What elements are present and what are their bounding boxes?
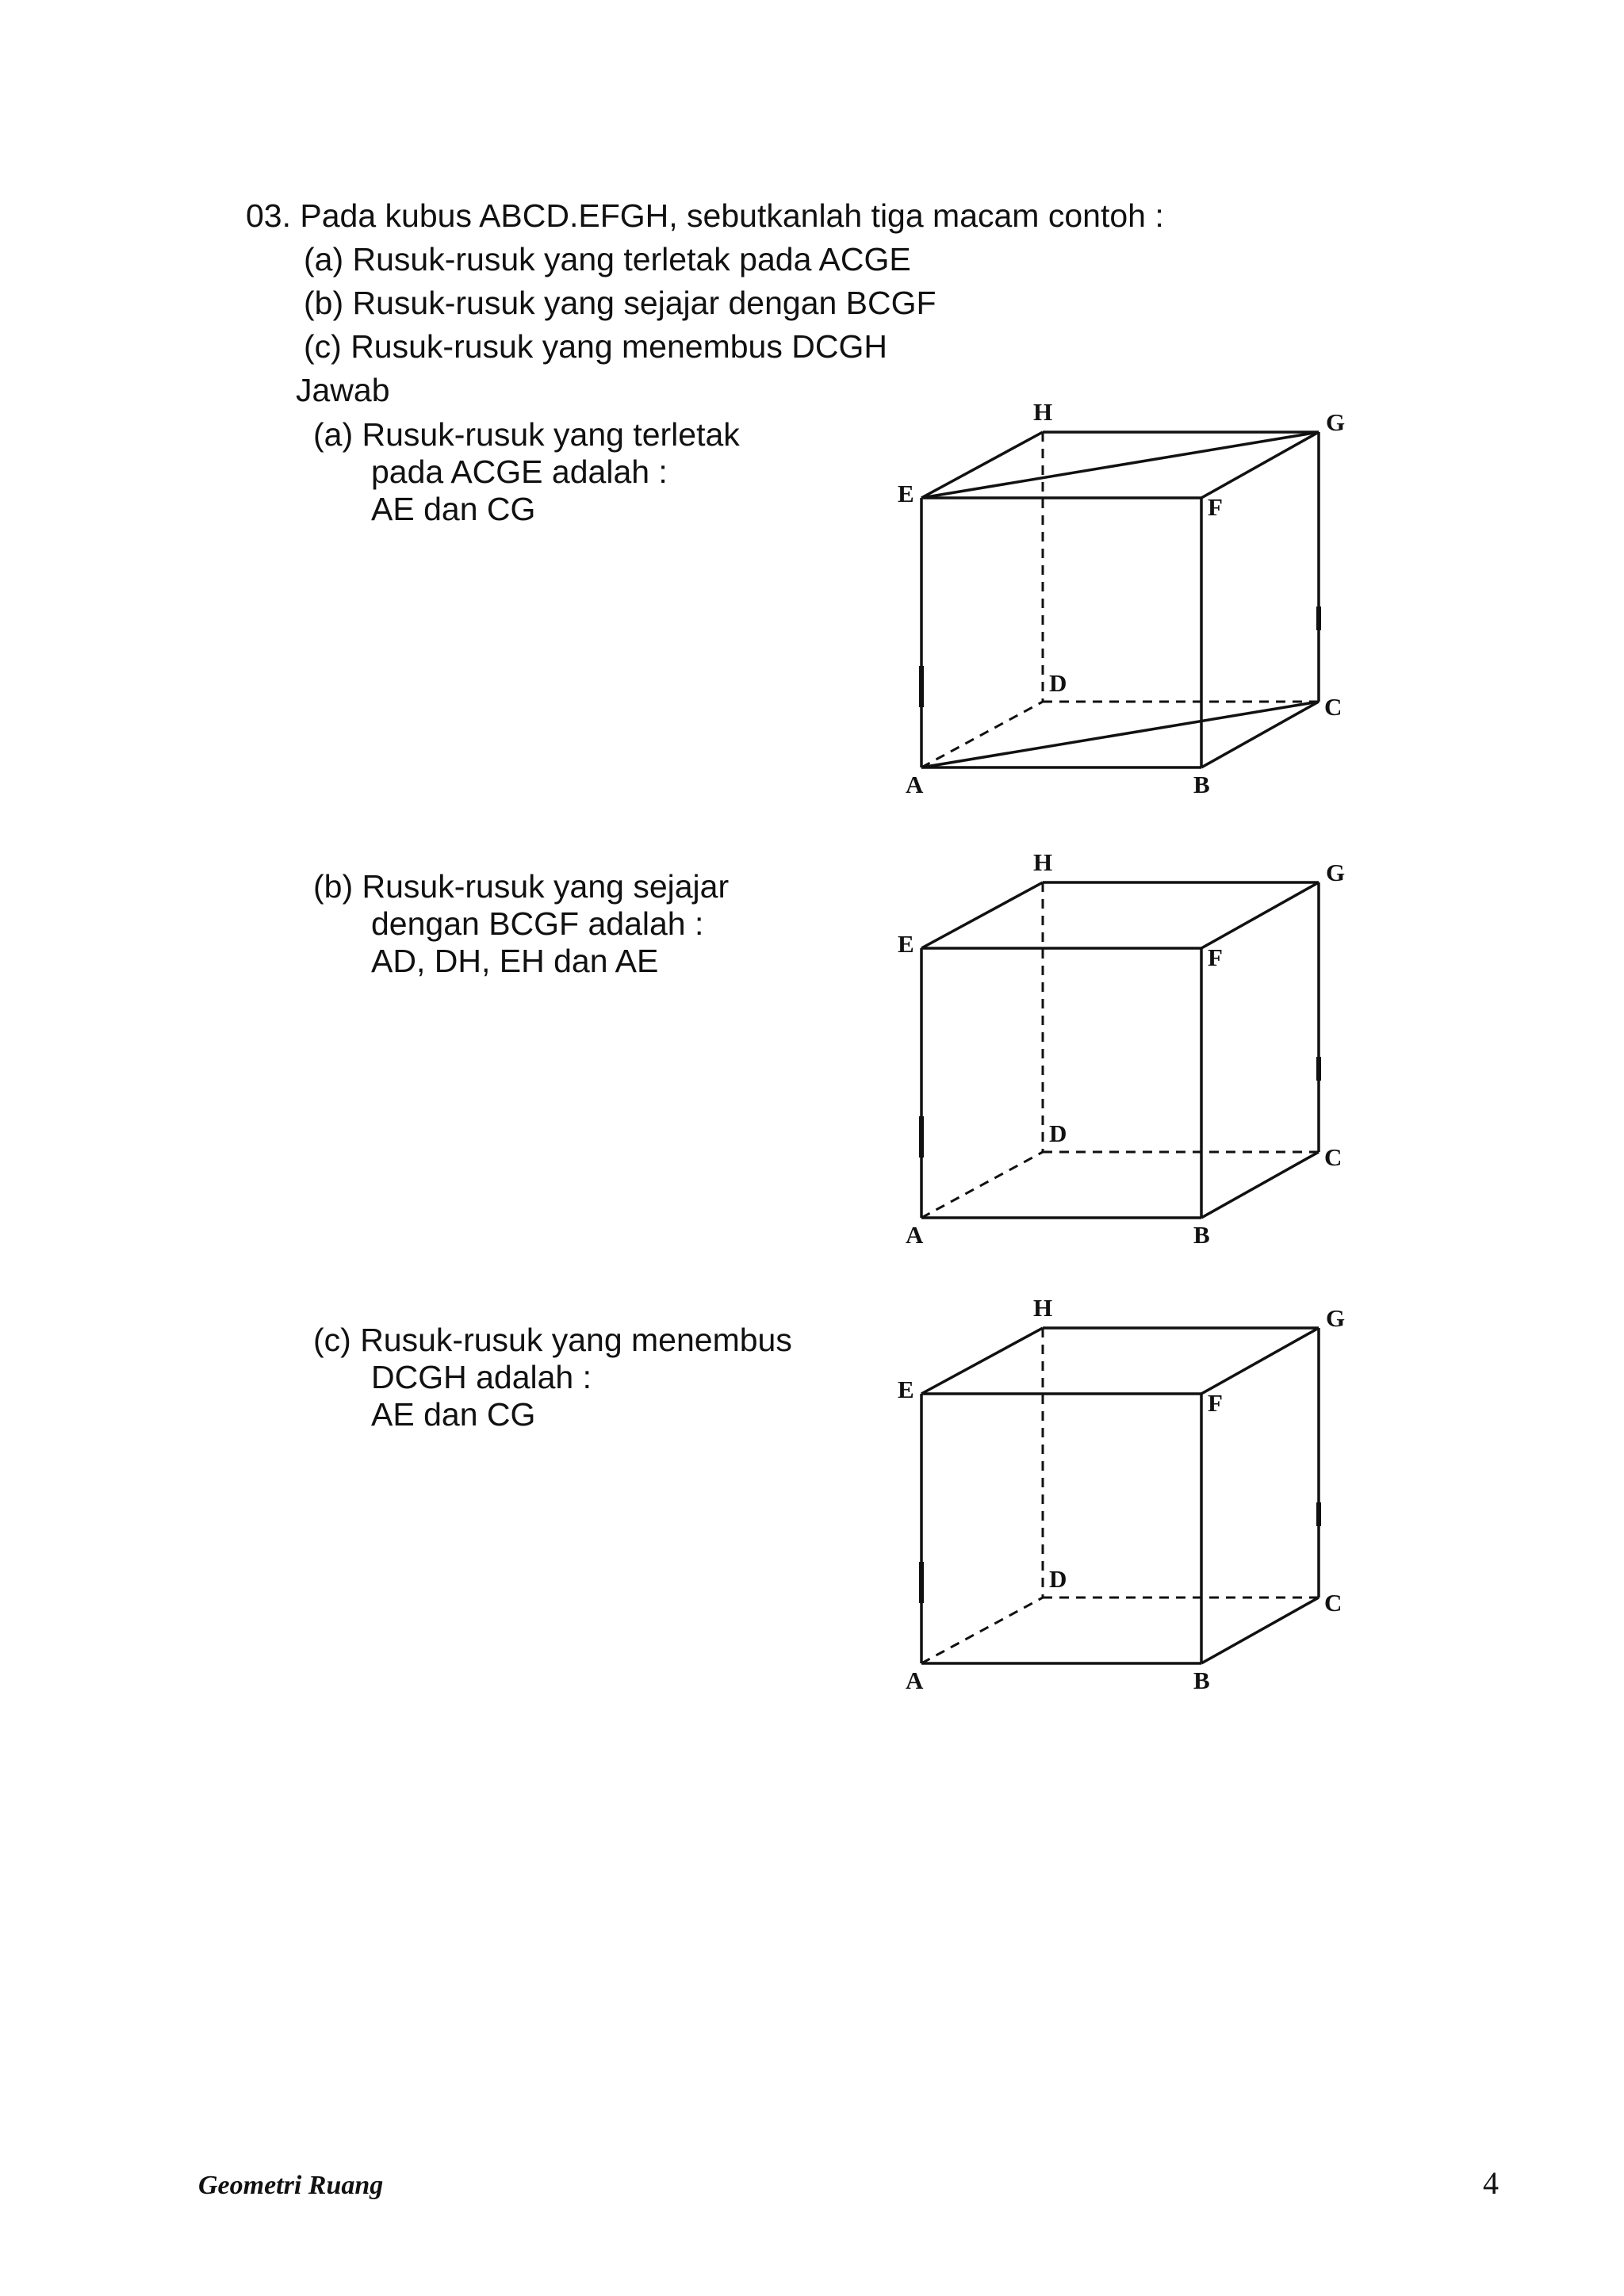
vertex-label-e: E	[898, 480, 914, 507]
vertex-label-e: E	[898, 1376, 914, 1403]
vertex-label-e: E	[898, 930, 914, 958]
vertex-label-b: B	[1193, 1221, 1210, 1249]
vertex-label-g: G	[1326, 1304, 1346, 1332]
vertex-label-a: A	[906, 1221, 924, 1249]
answer-c-line-1: (c) Rusuk-rusuk yang menembus	[313, 1322, 792, 1358]
edge-bc	[1201, 1598, 1319, 1663]
edge-fg	[1201, 1328, 1319, 1394]
vertex-label-d: D	[1049, 669, 1067, 697]
vertex-label-b: B	[1193, 771, 1210, 798]
vertex-label-g: G	[1326, 859, 1346, 886]
vertex-label-a: A	[906, 1667, 924, 1694]
vertex-label-b: B	[1193, 1667, 1210, 1694]
cube-figure-c	[888, 1292, 1364, 1705]
vertex-label-d: D	[1049, 1565, 1067, 1593]
edge-eh	[921, 882, 1043, 948]
question-item-a: (a) Rusuk-rusuk yang terletak pada ACGE	[304, 241, 911, 277]
vertex-label-h: H	[1033, 848, 1053, 876]
cube-figure-a	[888, 396, 1364, 809]
edge-ad	[921, 1152, 1043, 1218]
vertex-label-f: F	[1208, 943, 1223, 971]
answer-c-line-3: AE dan CG	[371, 1396, 536, 1433]
vertex-label-d: D	[1049, 1119, 1067, 1147]
answer-a-line-1: (a) Rusuk-rusuk yang terletak	[313, 416, 740, 453]
edge-eh	[921, 1328, 1043, 1394]
vertex-label-f: F	[1208, 493, 1223, 521]
question-item-c: (c) Rusuk-rusuk yang menembus DCGH	[304, 328, 887, 365]
vertex-label-h: H	[1033, 398, 1053, 426]
vertex-label-f: F	[1208, 1389, 1223, 1417]
footer-title: Geometri Ruang	[198, 2171, 384, 2200]
cube-diagram-c	[888, 1292, 1364, 1705]
cube-diagram-a	[888, 396, 1364, 809]
answer-b-line-2: dengan BCGF adalah :	[371, 905, 704, 942]
vertex-label-c: C	[1324, 693, 1342, 721]
vertex-label-c: C	[1324, 1589, 1342, 1617]
edge-ad	[921, 1598, 1043, 1663]
vertex-label-h: H	[1033, 1294, 1053, 1322]
answer-c-line-2: DCGH adalah :	[371, 1359, 592, 1395]
cube-diagram-b	[888, 847, 1364, 1259]
edge-bc	[1201, 1152, 1319, 1218]
edge-fg	[1201, 882, 1319, 948]
answer-b-line-3: AD, DH, EH dan AE	[371, 943, 659, 979]
question-item-b: (b) Rusuk-rusuk yang sejajar dengan BCGF	[304, 285, 936, 321]
answer-heading: Jawab	[296, 372, 390, 408]
page-number: 4	[1483, 2165, 1499, 2201]
vertex-label-g: G	[1326, 408, 1346, 436]
answer-b-line-1: (b) Rusuk-rusuk yang sejajar	[313, 868, 730, 905]
vertex-label-a: A	[906, 771, 924, 798]
answer-a-line-2: pada ACGE adalah :	[371, 453, 668, 490]
answer-a-line-3: AE dan CG	[371, 491, 536, 527]
cube-figure-b	[888, 847, 1364, 1259]
question-stem: 03. Pada kubus ABCD.EFGH, sebutkanlah tiga macam contoh :	[246, 197, 1164, 234]
vertex-label-c: C	[1324, 1143, 1342, 1171]
